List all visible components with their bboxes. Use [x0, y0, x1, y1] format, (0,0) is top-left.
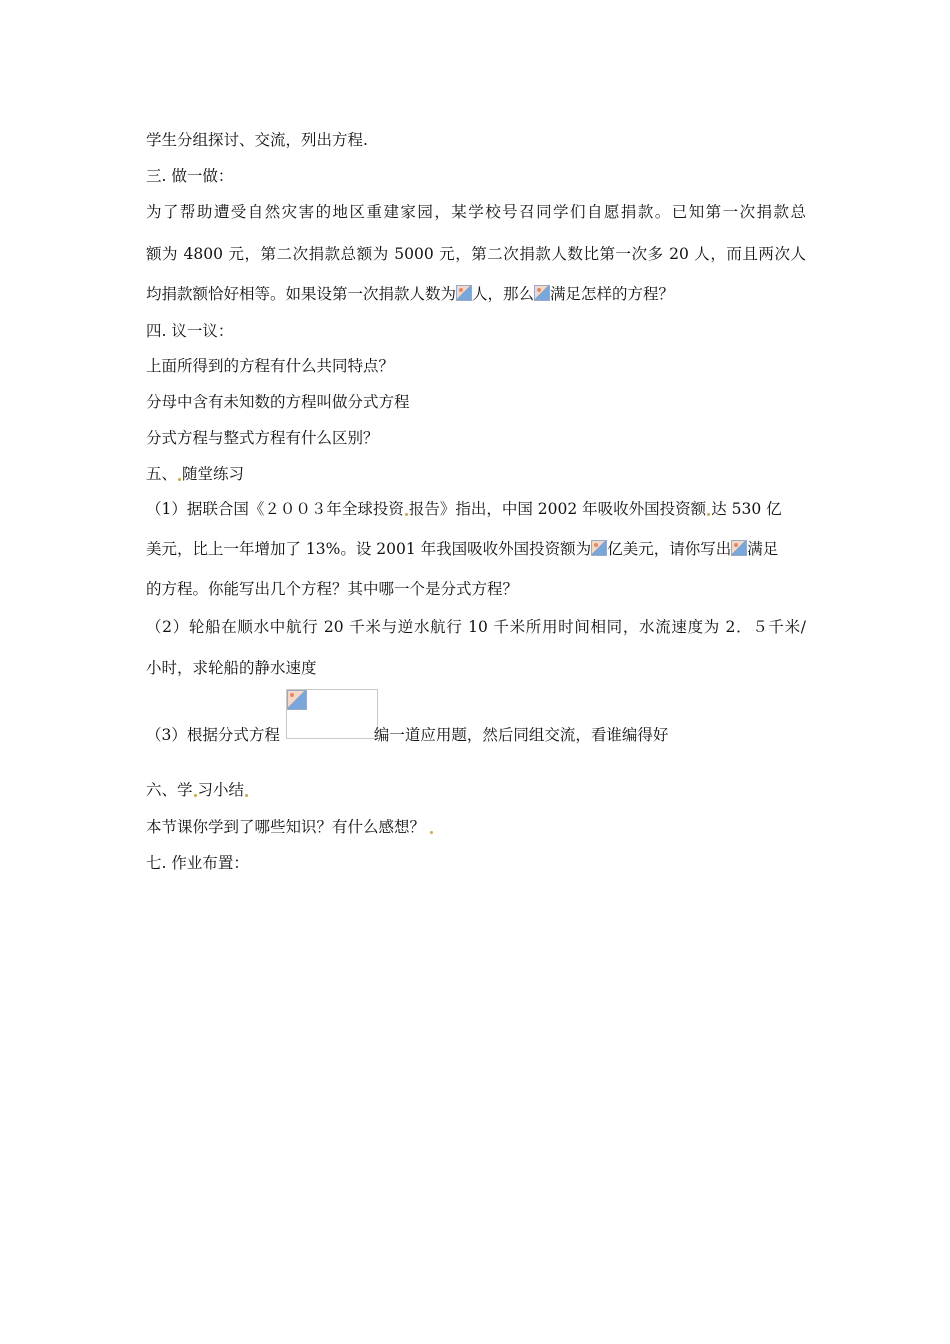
- exercise-text-part: 满足: [747, 540, 779, 558]
- heading-part: 五、: [146, 465, 178, 483]
- exercise-1-line-1: [146, 497, 782, 519]
- problem-text-part: 人，那么: [472, 285, 535, 303]
- formula-image-icon: [534, 285, 550, 301]
- exercise-text-part: （1）据联合国《２００３年全球投资: [146, 500, 404, 518]
- problem-text-line-3: [146, 282, 674, 304]
- exercise-text-part: 报告》指出，中国 2002 年吸收外国投资额: [408, 500, 707, 518]
- exercise-3-line: [146, 723, 668, 745]
- discussion-question: 上面所得到的方程有什么共同特点？: [146, 357, 395, 375]
- anchor-mark-icon: [405, 513, 408, 516]
- paragraph-intro: 学生分组探讨、交流，列出方程.: [146, 131, 368, 149]
- section-heading-4: 四. 议一议：: [146, 322, 234, 340]
- problem-text-part: 均捐款额恰好相等。如果设第一次捐款人数为: [146, 285, 457, 303]
- anchor-mark-icon: [430, 831, 433, 834]
- exercise-text-part: 编一道应用题，然后同组交流，看谁编得好: [373, 726, 669, 744]
- anchor-mark-icon: [194, 794, 197, 797]
- heading-part: 六、学: [146, 781, 193, 799]
- exercise-1-line-2: [146, 537, 778, 559]
- heading-part: 习小结: [197, 781, 245, 799]
- exercise-text-part: 美元，比上一年增加了 13%。设 2001 年我国吸收外国投资额为: [146, 540, 592, 558]
- anchor-mark-icon: [245, 794, 248, 797]
- formula-image-icon: [591, 540, 607, 556]
- exercise-1-line-3: 的方程。你能写出几个方程？其中哪一个是分式方程？: [146, 580, 519, 598]
- formula-image-icon: [731, 540, 747, 556]
- heading-part: 随堂练习: [182, 465, 245, 483]
- summary-question: [146, 815, 434, 837]
- problem-text-part: 满足怎样的方程？: [550, 285, 675, 303]
- exercise-text-part: 达 530 亿: [711, 500, 782, 518]
- broken-image-icon: [287, 690, 307, 710]
- formula-image-icon: [456, 285, 472, 301]
- section-heading-5: [146, 462, 244, 484]
- section-heading-6: [146, 778, 249, 800]
- problem-text-line-1: 为了帮助遭受自然灾害的地区重建家园，某学校号召同学们自愿捐款。已知第一次捐款总: [146, 203, 806, 221]
- definition-text: 分母中含有未知数的方程叫做分式方程: [146, 393, 410, 411]
- anchor-mark-icon: [178, 478, 181, 481]
- problem-text-line-2: 额为 4800 元，第二次捐款总额为 5000 元，第二次捐款人数比第一次多 20 人，而且两次人: [146, 245, 806, 263]
- summary-text: 本节课你学到了哪些知识？有什么感想？: [146, 818, 426, 836]
- anchor-mark-icon: [707, 513, 710, 516]
- exercise-text-part: （3）根据分式方程: [146, 726, 280, 744]
- exercise-2-line-1: （2）轮船在顺水中航行 20 千米与逆水航行 10 千米所用时间相同，水流速度为 2．５千米/: [146, 618, 806, 636]
- discussion-question-2: 分式方程与整式方程有什么区别？: [146, 429, 379, 447]
- exercise-2-line-2: 小时，求轮船的静水速度: [146, 659, 317, 677]
- section-heading-3: 三. 做一做：: [146, 167, 234, 185]
- exercise-text-part: 亿美元，请你写出: [607, 540, 732, 558]
- section-heading-7: 七. 作业布置：: [146, 854, 249, 872]
